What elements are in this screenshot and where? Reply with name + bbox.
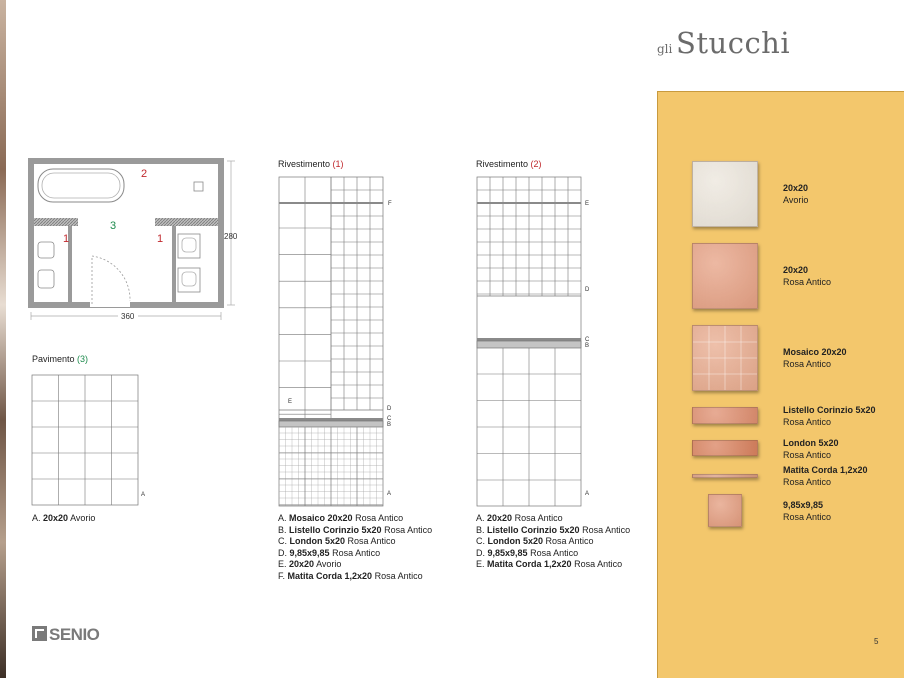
fixture-icon bbox=[194, 182, 203, 191]
plan-partition-left bbox=[34, 218, 78, 226]
brand-logo-small: gli bbox=[657, 42, 673, 56]
floor-plan bbox=[28, 158, 258, 323]
riv2-legend-a: A. 20x20 Rosa Antico bbox=[476, 513, 563, 523]
swatch-rosa bbox=[692, 243, 758, 309]
brand-logo: Stucchi bbox=[676, 26, 791, 60]
pavimento-num: (3) bbox=[77, 354, 89, 364]
pavimento-title-text: Pavimento bbox=[32, 354, 75, 364]
riv2-elevation bbox=[474, 174, 599, 508]
riv2-letter-c: C bbox=[585, 337, 590, 343]
swatch-listello bbox=[692, 407, 758, 424]
riv2-legend-b: B. Listello Corinzio 5x20 Rosa Antico bbox=[476, 524, 631, 535]
plan-partition-right bbox=[155, 218, 218, 226]
riv1-letter-c: C bbox=[387, 416, 392, 422]
bidet-icon bbox=[38, 242, 54, 258]
swatch-label-2: Mosaico 20x20 Rosa Antico bbox=[783, 347, 847, 369]
dim-height: 280 bbox=[224, 232, 238, 241]
swatch-label-0: 20x20 Avorio bbox=[783, 183, 809, 205]
riv1-legend-a: A. Mosaico 20x20 Rosa Antico bbox=[278, 513, 404, 523]
dim-width: 360 bbox=[121, 312, 135, 321]
riv1-elevation bbox=[276, 174, 401, 508]
swatch-avorio bbox=[692, 161, 758, 227]
pavimento-grid bbox=[30, 372, 155, 510]
riv1-legend-e: E. 20x20 Avorio bbox=[278, 559, 342, 570]
swatch-label-1: 20x20 Rosa Antico bbox=[783, 265, 832, 287]
plan-label-1-right: 1 bbox=[157, 233, 164, 245]
riv1-letter-a: A bbox=[387, 491, 392, 497]
riv1-legend-b: B. Listello Corinzio 5x20 Rosa Antico bbox=[278, 524, 433, 535]
left-photo-edge bbox=[0, 0, 6, 678]
riv1-letter-d: D bbox=[387, 406, 392, 412]
senio-logo bbox=[32, 625, 99, 645]
pav-legend-a: A. 20x20 Avorio bbox=[32, 513, 96, 523]
plan-label-3: 3 bbox=[110, 220, 117, 232]
riv1-legend-c: C. London 5x20 Rosa Antico bbox=[278, 536, 396, 547]
swatch-985 bbox=[708, 494, 742, 527]
riv2-legend-d: D. 9,85x9,85 Rosa Antico bbox=[476, 547, 579, 558]
swatch-label-4: London 5x20 Rosa Antico bbox=[783, 438, 839, 460]
pavimento-title bbox=[32, 354, 88, 364]
pav-letter-a: A bbox=[141, 492, 146, 498]
plan-label-2: 2 bbox=[141, 168, 148, 180]
pavimento-legend bbox=[32, 513, 95, 525]
riv2-legend-e: E. Matita Corda 1,2x20 Rosa Antico bbox=[476, 559, 623, 570]
senio-logo-text: SENIO bbox=[49, 625, 100, 644]
riv2-legend-c: C. London 5x20 Rosa Antico bbox=[476, 536, 594, 547]
senio-logo-icon bbox=[32, 626, 47, 641]
riv2-letter-b: B bbox=[585, 343, 590, 349]
swatch-label-5: Matita Corda 1,2x20 Rosa Antico bbox=[783, 465, 868, 487]
page-number: 5 bbox=[874, 637, 879, 646]
swatch-mosaico bbox=[692, 325, 758, 391]
riv2-letter-e: E bbox=[585, 201, 590, 207]
swatch-label-6: 9,85x9,85 Rosa Antico bbox=[783, 500, 832, 522]
riv2-title-text: Rivestimento bbox=[476, 159, 529, 169]
riv1-title bbox=[278, 159, 344, 169]
riv1-letter-b: B bbox=[387, 422, 392, 428]
riv1-num: (1) bbox=[332, 159, 344, 169]
riv2-num: (2) bbox=[530, 159, 542, 169]
riv1-title-text: Rivestimento bbox=[278, 159, 331, 169]
riv2-legend bbox=[476, 513, 630, 571]
riv2-letter-d: D bbox=[585, 287, 590, 293]
riv1-letter-f: F bbox=[388, 201, 392, 207]
riv1-letter-e: E bbox=[288, 399, 293, 405]
riv2-letter-a: A bbox=[585, 491, 590, 497]
plan-label-1-left: 1 bbox=[63, 233, 70, 245]
swatch-label-3: Listello Corinzio 5x20 Rosa Antico bbox=[783, 405, 876, 427]
swatch-matita bbox=[692, 474, 758, 478]
swatch-london bbox=[692, 440, 758, 456]
riv1-legend-f: F. Matita Corda 1,2x20 Rosa Antico bbox=[278, 570, 423, 581]
riv1-legend-d: D. 9,85x9,85 Rosa Antico bbox=[278, 547, 381, 558]
door-swing bbox=[92, 256, 130, 304]
riv1-legend bbox=[278, 513, 432, 583]
riv2-title bbox=[476, 159, 542, 169]
wc-icon bbox=[38, 270, 54, 288]
